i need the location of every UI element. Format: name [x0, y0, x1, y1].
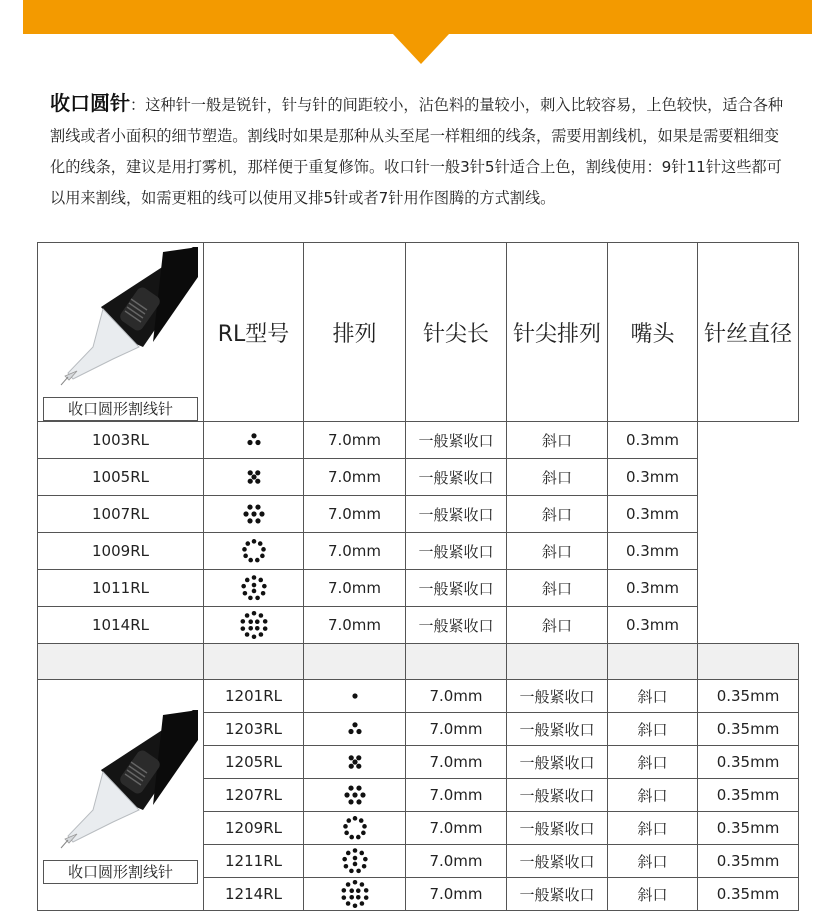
needle-dot	[243, 554, 248, 559]
tip-length-cell: 7.0mm	[304, 570, 406, 607]
needle-dot	[248, 558, 253, 563]
diameter-cell: 0.35mm	[698, 878, 799, 911]
diameter-cell: 0.35mm	[698, 713, 799, 746]
separator-cell	[38, 644, 204, 680]
needle-dot	[243, 511, 248, 516]
needle-dot	[258, 578, 263, 583]
tip-arrangement-cell: 一般紧收口	[507, 746, 608, 779]
model-cell: 1005RL	[38, 459, 204, 496]
needle-dot-pattern-icon	[239, 425, 269, 455]
needle-dot	[352, 722, 357, 727]
needle-dot	[248, 596, 253, 601]
needle-dot	[242, 591, 247, 596]
needle-dot	[349, 869, 354, 874]
tip-arrangement-cell: 一般紧收口	[507, 878, 608, 911]
diameter-cell: 0.3mm	[608, 570, 698, 607]
mouth-cell: 斜口	[608, 845, 698, 878]
tip-arrangement-cell: 一般紧收口	[406, 459, 507, 496]
header-tip-length: 针尖长	[406, 243, 507, 422]
needle-dot	[361, 831, 366, 836]
needle-dot	[247, 518, 252, 523]
diameter-cell: 0.35mm	[698, 812, 799, 845]
needle-dot	[349, 895, 354, 900]
needle-dot	[349, 835, 354, 840]
mouth-cell: 斜口	[507, 422, 608, 459]
mouth-cell: 斜口	[507, 607, 608, 644]
banner-arrow-icon	[393, 34, 449, 64]
needle-dot	[363, 888, 368, 893]
header-diameter: 针丝直径	[698, 243, 799, 422]
mouth-cell: 斜口	[608, 713, 698, 746]
tip-arrangement-cell: 一般紧收口	[406, 607, 507, 644]
needle-dot	[359, 882, 364, 887]
needle-dot	[361, 864, 366, 869]
product-figure	[43, 710, 198, 884]
needle-dot	[356, 764, 361, 769]
needle-dot	[352, 903, 357, 908]
tip-length-cell: 7.0mm	[406, 779, 507, 812]
model-cell: 1011RL	[38, 570, 204, 607]
needle-dot	[262, 584, 267, 589]
header-model: RL型号	[204, 243, 304, 422]
needle-dot	[352, 816, 357, 821]
tip-arrangement-cell: 一般紧收口	[507, 812, 608, 845]
model-cell: 1009RL	[38, 533, 204, 570]
table-row	[38, 496, 799, 533]
needle-dot	[255, 479, 260, 484]
tip-arrangement-cell: 一般紧收口	[406, 496, 507, 533]
intro-text: ：这种针一般是锐针，针与针的间距较小，沾色料的量较小，刺入比较容易，上色较快，适合各种割线或者小面积的细节塑造。割线时如果是那种从头至尾一样粗细的线条，需要用割线机，如果是需要粗细变化的线条，建议是用打雾机，那样便于重复修饰。收口针一般3针5针适合上色，割线使用：9针11针这些都可以用来割线，如需更粗的线可以使用叉排5针或者7针用作图腾的方式割线。	[50, 96, 784, 207]
needle-dot	[352, 880, 357, 885]
needle-dot	[251, 634, 256, 639]
diameter-cell: 0.35mm	[698, 680, 799, 713]
arrangement-cell	[204, 533, 304, 570]
needle-dot	[251, 474, 256, 479]
needle-dot	[352, 848, 357, 853]
needle-dot	[359, 851, 364, 856]
table-row	[38, 680, 799, 713]
table-row	[38, 533, 799, 570]
needle-dot	[251, 575, 256, 580]
tip-length-cell: 7.0mm	[304, 459, 406, 496]
needle-dot	[241, 584, 246, 589]
needle-dot-pattern-icon	[340, 747, 370, 777]
needle-dot	[349, 888, 354, 893]
needle-dot	[355, 895, 360, 900]
needle-dot	[251, 589, 256, 594]
needle-dot	[356, 835, 361, 840]
product-image-cell-2	[38, 680, 204, 911]
table-row	[38, 607, 799, 644]
tip-arrangement-cell: 一般紧收口	[507, 779, 608, 812]
needle-dot	[362, 824, 367, 829]
header-tip-arrangement: 针尖排列	[507, 243, 608, 422]
needle-dot	[360, 792, 365, 797]
product-image-cell-1	[38, 243, 204, 422]
arrangement-cell	[204, 422, 304, 459]
mouth-cell: 斜口	[507, 496, 608, 533]
needle-dot	[363, 857, 368, 862]
model-cell: 1205RL	[204, 746, 304, 779]
model-cell: 1207RL	[204, 779, 304, 812]
intro-title: 收口圆针	[50, 91, 130, 115]
needle-dot	[352, 792, 357, 797]
needle-dot	[343, 824, 348, 829]
needle-dot	[247, 479, 252, 484]
needle-dot	[260, 554, 265, 559]
needle-dot	[345, 851, 350, 856]
mouth-cell: 斜口	[608, 878, 698, 911]
needle-dot	[251, 539, 256, 544]
mouth-cell: 斜口	[608, 680, 698, 713]
table-row	[38, 459, 799, 496]
needle-dot	[344, 831, 349, 836]
needle-dot	[348, 729, 353, 734]
needle-dot	[341, 888, 346, 893]
tip-length-cell: 7.0mm	[406, 878, 507, 911]
model-cell: 1014RL	[38, 607, 204, 644]
tip-length-cell: 7.0mm	[304, 422, 406, 459]
needle-dot	[251, 611, 256, 616]
needle-dot-pattern-icon	[239, 610, 269, 640]
needle-dot	[352, 759, 357, 764]
top-banner	[23, 0, 812, 34]
separator-cell	[204, 644, 304, 680]
needle-dot	[258, 613, 263, 618]
tip-arrangement-cell: 一般紧收口	[507, 845, 608, 878]
diameter-cell: 0.3mm	[608, 533, 698, 570]
tip-length-cell: 7.0mm	[406, 812, 507, 845]
needle-dot	[342, 857, 347, 862]
needle-dot	[348, 755, 353, 760]
needle-dot	[244, 578, 249, 583]
needle-dot-pattern-icon	[239, 536, 269, 566]
header-mouth: 嘴头	[608, 243, 698, 422]
arrangement-cell	[304, 812, 406, 845]
intro-paragraph	[50, 88, 790, 214]
table-row	[38, 422, 799, 459]
needle-dot	[348, 799, 353, 804]
model-cell: 1214RL	[204, 878, 304, 911]
needle-dot	[244, 613, 249, 618]
separator-cell	[698, 644, 799, 680]
model-cell: 1203RL	[204, 713, 304, 746]
needle-dot	[255, 558, 260, 563]
needle-dot-pattern-icon	[340, 681, 370, 711]
needle-dot	[345, 901, 350, 906]
needle-dot	[255, 518, 260, 523]
needle-cartridge-image	[43, 710, 198, 856]
tip-arrangement-cell: 一般紧收口	[406, 533, 507, 570]
model-cell: 1201RL	[204, 680, 304, 713]
needle-dot	[343, 864, 348, 869]
tip-arrangement-cell: 一般紧收口	[507, 713, 608, 746]
tip-arrangement-cell: 一般紧收口	[406, 570, 507, 607]
diameter-cell: 0.35mm	[698, 845, 799, 878]
needle-dot	[352, 693, 357, 698]
needle-dot	[251, 433, 256, 438]
tip-length-cell: 7.0mm	[304, 496, 406, 533]
mouth-cell: 斜口	[608, 812, 698, 845]
needle-dot	[356, 785, 361, 790]
arrangement-cell	[304, 878, 406, 911]
needle-dot	[254, 626, 259, 631]
needle-cartridge-image	[43, 247, 198, 393]
needle-dot	[245, 541, 250, 546]
needle-dot-pattern-icon	[239, 573, 269, 603]
tip-arrangement-cell: 一般紧收口	[507, 680, 608, 713]
header-row	[38, 243, 799, 422]
needle-dot	[356, 869, 361, 874]
separator-cell	[406, 644, 507, 680]
needle-dot	[355, 888, 360, 893]
spec-table	[37, 242, 799, 911]
tip-length-cell: 7.0mm	[304, 533, 406, 570]
needle-dot	[248, 619, 253, 624]
needle-dot	[255, 440, 260, 445]
model-cell: 1007RL	[38, 496, 204, 533]
needle-dot	[248, 626, 253, 631]
needle-dot-pattern-icon	[340, 780, 370, 810]
product-caption: 收口圆形割线针	[43, 397, 198, 421]
arrangement-cell	[204, 570, 304, 607]
needle-dot	[240, 619, 245, 624]
diameter-cell: 0.35mm	[698, 779, 799, 812]
needle-dot	[348, 785, 353, 790]
needle-dot-pattern-icon	[340, 813, 370, 843]
tip-length-cell: 7.0mm	[406, 680, 507, 713]
needle-dot	[356, 729, 361, 734]
needle-dot	[260, 591, 265, 596]
arrangement-cell	[304, 746, 406, 779]
needle-dot	[348, 764, 353, 769]
needle-dot	[262, 619, 267, 624]
diameter-cell: 0.3mm	[608, 422, 698, 459]
needle-dot	[346, 818, 351, 823]
needle-dot	[359, 901, 364, 906]
needle-dot	[255, 504, 260, 509]
needle-dot	[255, 596, 260, 601]
needle-dot	[352, 862, 357, 867]
model-cell: 1211RL	[204, 845, 304, 878]
needle-dot	[254, 619, 259, 624]
arrangement-cell	[304, 713, 406, 746]
arrangement-cell	[204, 459, 304, 496]
mouth-cell: 斜口	[507, 459, 608, 496]
needle-dot	[247, 470, 252, 475]
needle-dot	[363, 895, 368, 900]
needle-dot	[352, 856, 357, 861]
tip-length-cell: 7.0mm	[406, 713, 507, 746]
arrangement-cell	[204, 607, 304, 644]
separator-cell	[507, 644, 608, 680]
needle-dot	[356, 755, 361, 760]
model-cell: 1209RL	[204, 812, 304, 845]
needle-dot-pattern-icon	[340, 846, 370, 876]
arrangement-cell	[304, 779, 406, 812]
product-figure	[43, 247, 198, 421]
table-row	[38, 570, 799, 607]
needle-dot	[341, 895, 346, 900]
mouth-cell: 斜口	[507, 533, 608, 570]
needle-dot	[345, 882, 350, 887]
tip-arrangement-cell: 一般紧收口	[406, 422, 507, 459]
needle-dot	[257, 541, 262, 546]
arrangement-cell	[204, 496, 304, 533]
needle-dot	[240, 626, 245, 631]
needle-dot-pattern-icon	[340, 879, 370, 909]
mouth-cell: 斜口	[608, 746, 698, 779]
needle-dot	[251, 583, 256, 588]
needle-dot	[251, 511, 256, 516]
mouth-cell: 斜口	[608, 779, 698, 812]
needle-dot	[242, 547, 247, 552]
tip-length-cell: 7.0mm	[304, 607, 406, 644]
needle-dot	[261, 547, 266, 552]
needle-dot	[358, 818, 363, 823]
mouth-cell: 斜口	[507, 570, 608, 607]
needle-dot	[247, 504, 252, 509]
header-arrangement: 排列	[304, 243, 406, 422]
needle-dot-pattern-icon	[239, 499, 269, 529]
diameter-cell: 0.3mm	[608, 459, 698, 496]
separator-cell	[608, 644, 698, 680]
product-caption: 收口圆形割线针	[43, 860, 198, 884]
needle-dot	[344, 792, 349, 797]
diameter-cell: 0.3mm	[608, 607, 698, 644]
needle-dot	[262, 626, 267, 631]
needle-dot	[244, 632, 249, 637]
needle-dot	[356, 799, 361, 804]
needle-dot-pattern-icon	[239, 462, 269, 492]
separator-row	[38, 644, 799, 680]
separator-cell	[304, 644, 406, 680]
needle-dot	[255, 470, 260, 475]
tip-length-cell: 7.0mm	[406, 845, 507, 878]
tip-length-cell: 7.0mm	[406, 746, 507, 779]
model-cell: 1003RL	[38, 422, 204, 459]
needle-dot	[258, 632, 263, 637]
arrangement-cell	[304, 845, 406, 878]
diameter-cell: 0.35mm	[698, 746, 799, 779]
needle-dot-pattern-icon	[340, 714, 370, 744]
needle-dot	[247, 440, 252, 445]
needle-dot	[259, 511, 264, 516]
arrangement-cell	[304, 680, 406, 713]
diameter-cell: 0.3mm	[608, 496, 698, 533]
